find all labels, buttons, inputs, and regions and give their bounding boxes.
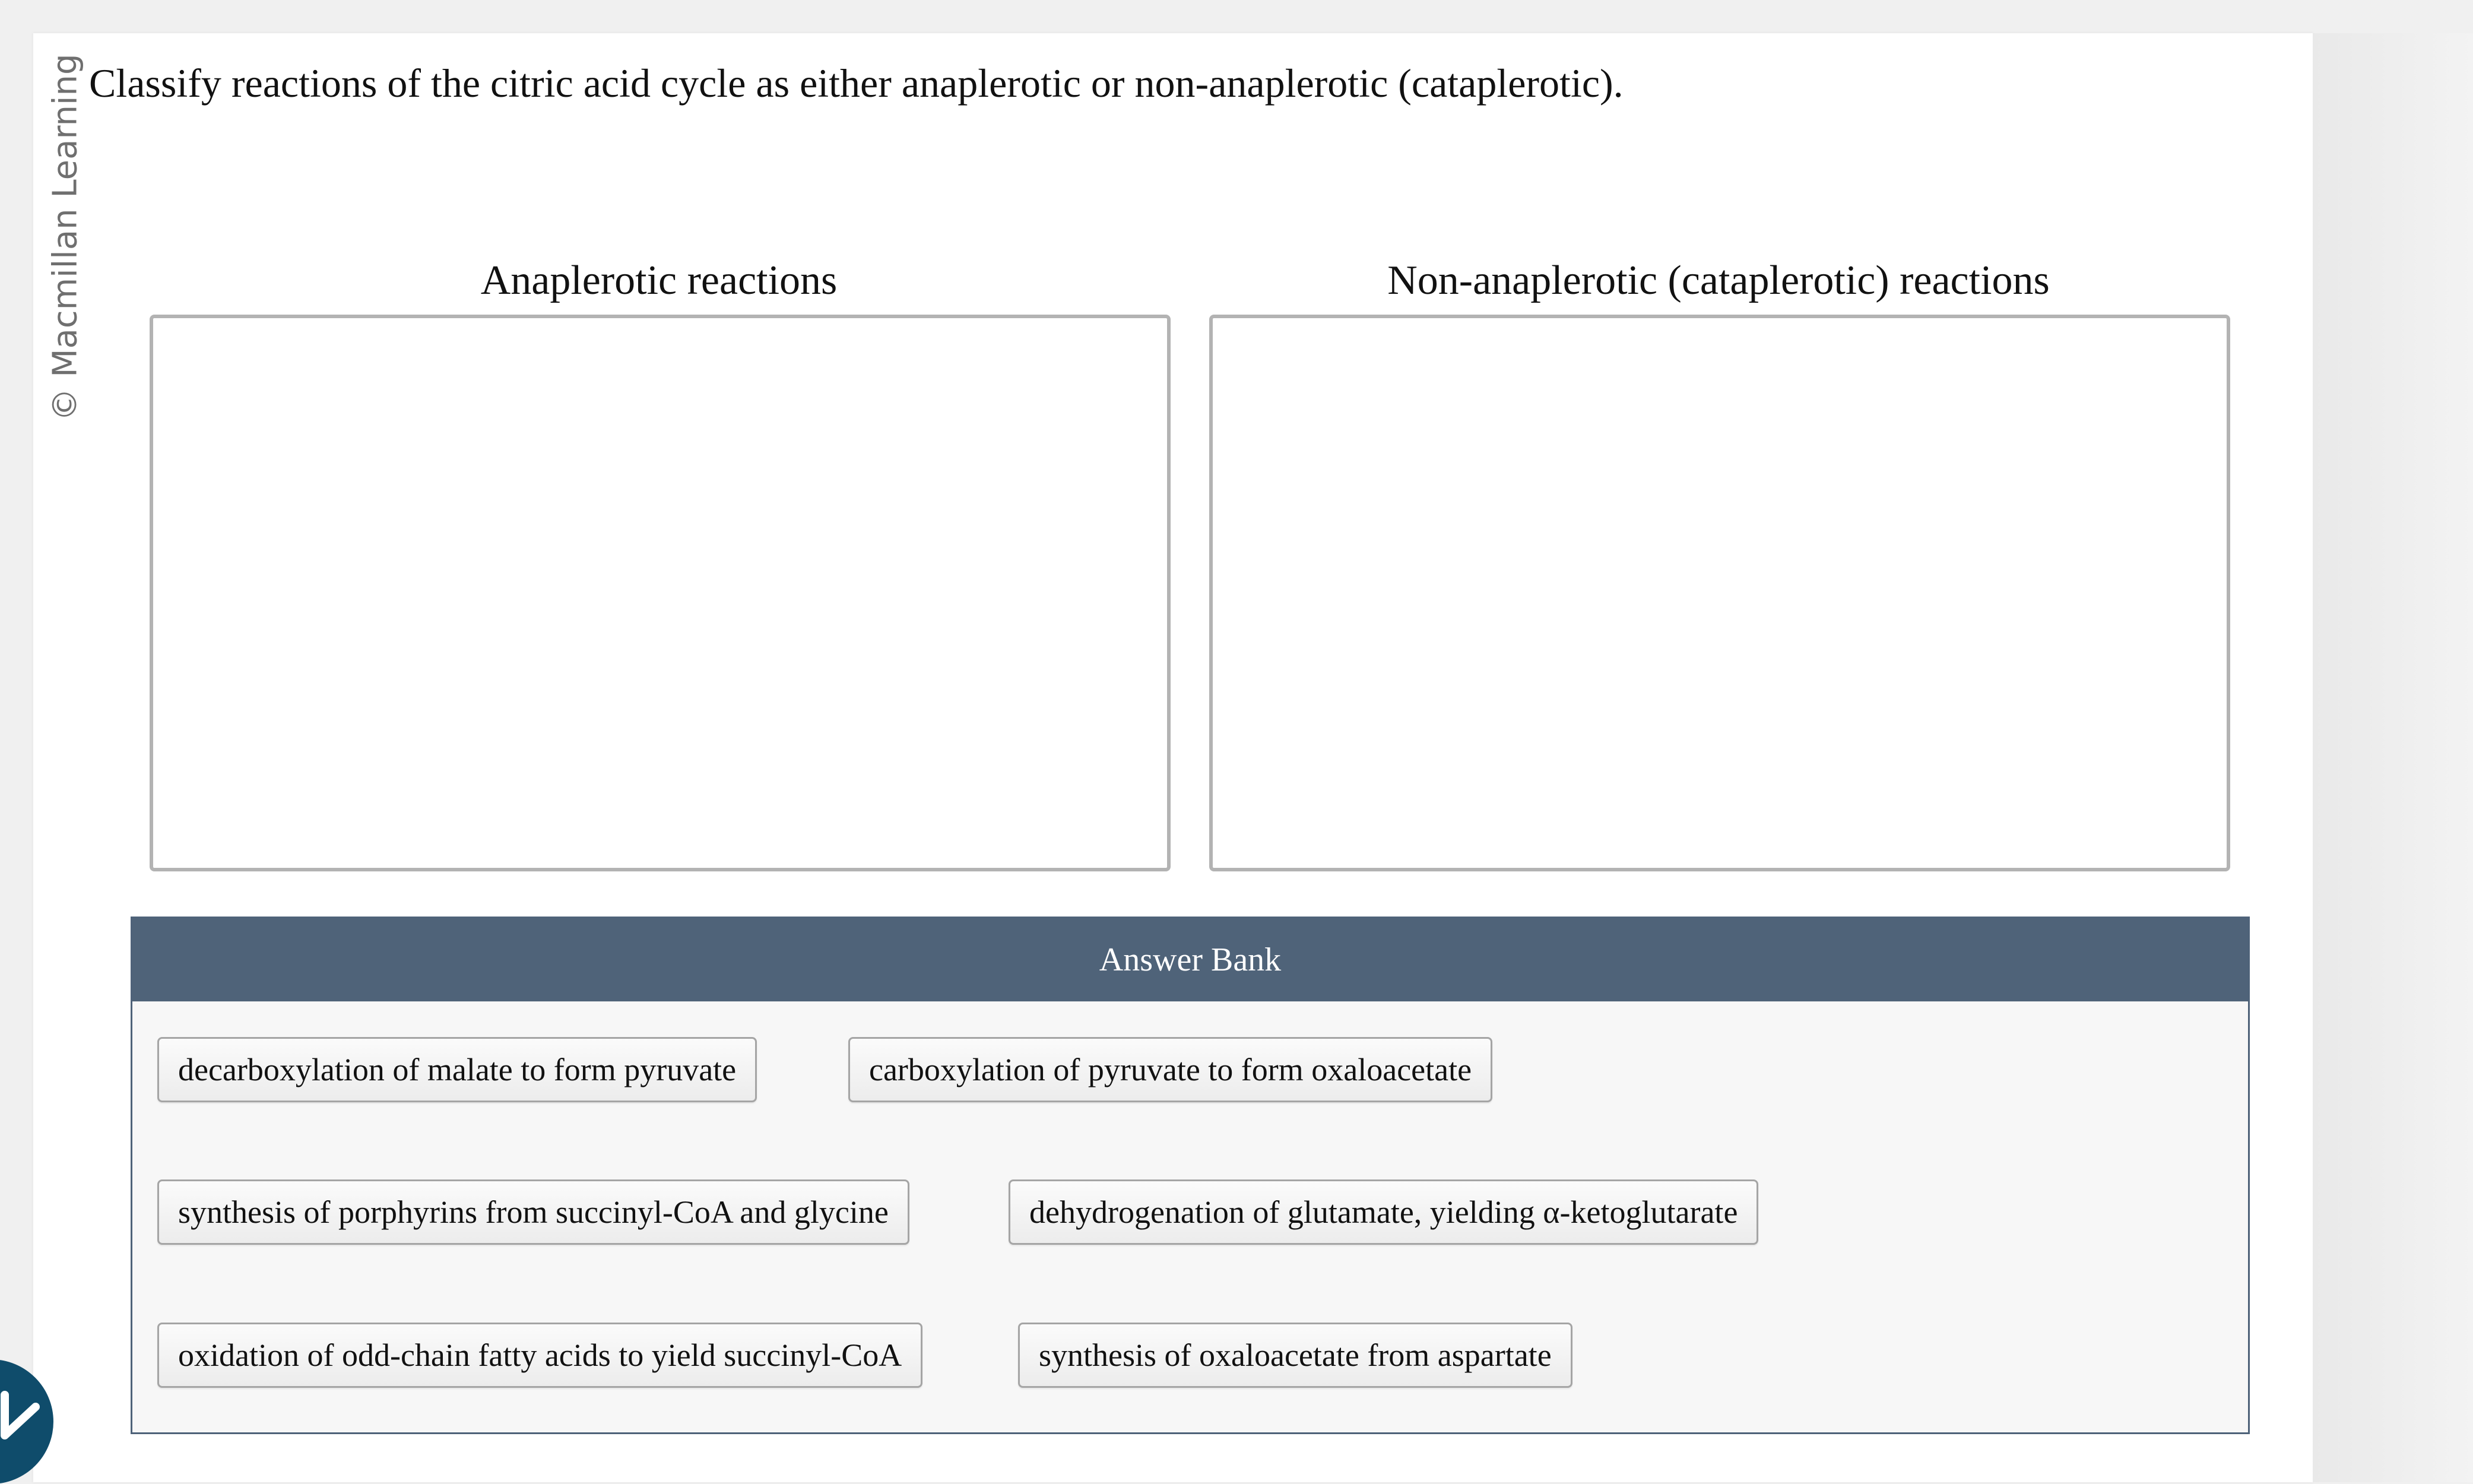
- anaplerotic-dropzone[interactable]: [150, 315, 1171, 871]
- copyright-watermark: © Macmillan Learning: [46, 53, 85, 421]
- answer-chip-porphyrin-synthesis[interactable]: synthesis of porphyrins from succinyl-CoA and glycine: [157, 1179, 909, 1245]
- answer-chip-glutamate-dehydrogenation[interactable]: dehydrogenation of glutamate, yielding α-ketoglutarate: [1009, 1179, 1758, 1245]
- page-gutter: [2313, 33, 2473, 1482]
- question-text: Classify reactions of the citric acid cycle as either anaplerotic or non-anaplerotic (cataplerotic).: [89, 61, 1624, 106]
- answer-chip-oxaloacetate-synthesis[interactable]: synthesis of oxaloacetate from aspartate: [1018, 1323, 1572, 1388]
- answer-bank: [131, 917, 2250, 1434]
- anaplerotic-heading: Anaplerotic reactions: [480, 258, 838, 303]
- answer-chip-malate-decarboxylation[interactable]: decarboxylation of malate to form pyruvate: [157, 1037, 757, 1102]
- cataplerotic-dropzone[interactable]: [1209, 315, 2230, 871]
- chevron-down-icon: [0, 1389, 42, 1454]
- answer-chip-odd-chain-oxidation[interactable]: oxidation of odd-chain fatty acids to yield succinyl-CoA: [157, 1323, 922, 1388]
- answer-chip-pyruvate-carboxylation[interactable]: carboxylation of pyruvate to form oxaloacetate: [848, 1037, 1492, 1102]
- answer-bank-title: Answer Bank: [132, 918, 2248, 1001]
- cataplerotic-heading: Non-anaplerotic (cataplerotic) reactions: [1387, 258, 2050, 303]
